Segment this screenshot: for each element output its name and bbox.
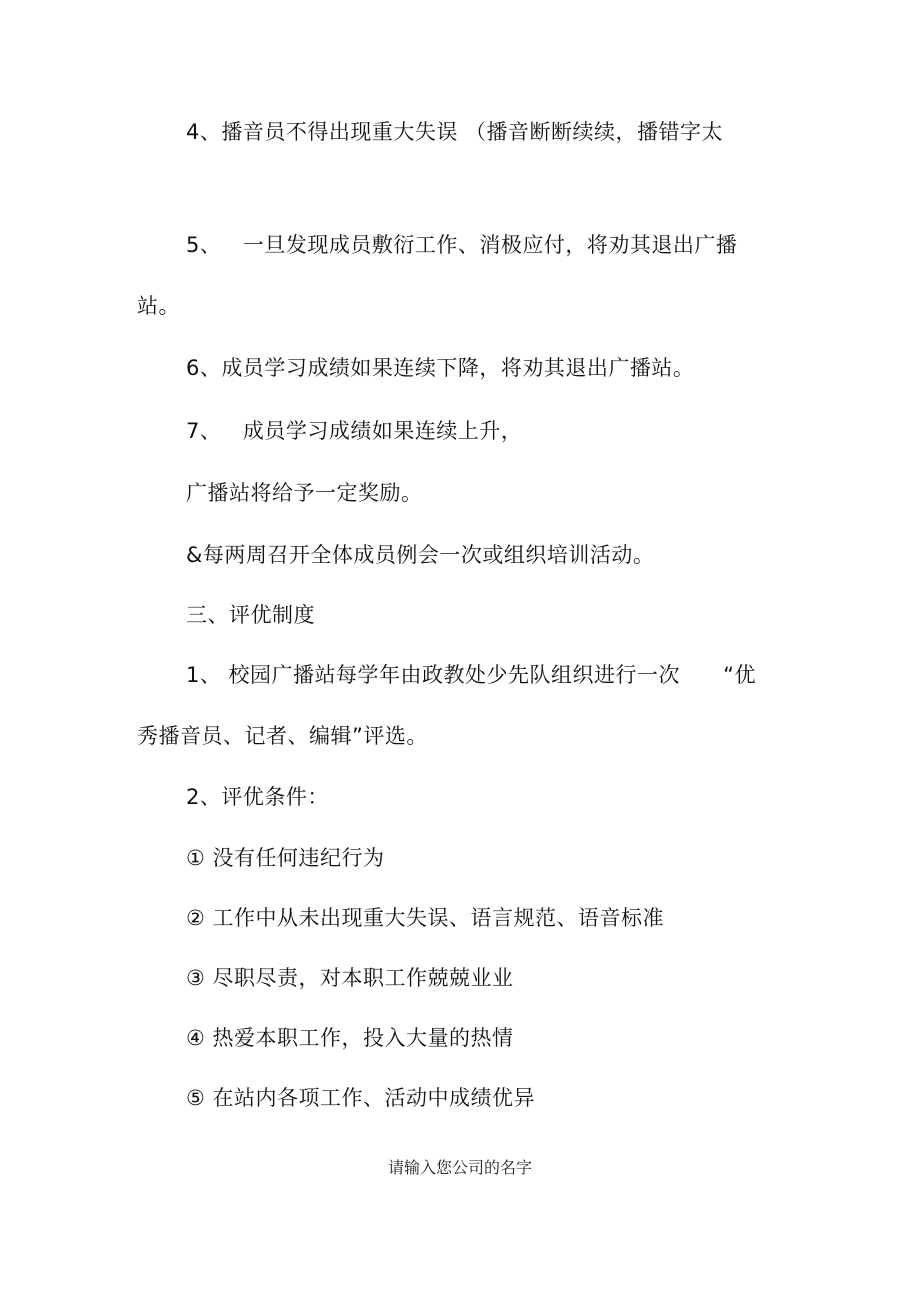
rule-8-line: &每两周召开全体成员例会一次或组织培训活动。 <box>186 543 655 567</box>
rule-4-line: 4、播音员不得出现重大失误 （播音断断续续，播错字太 <box>186 120 724 144</box>
rule-7-continuation: 广播站将给予一定奖励。 <box>186 481 423 505</box>
award-rule-1-continuation: 秀播音员、记者、编辑”评选。 <box>137 724 428 748</box>
rule-5-line: 5、 一旦发现成员敷衍工作、消极应付，将劝其退出广播 <box>186 233 738 257</box>
award-rule-1-line: 1、 校园广播站每学年由政教处少先队组织进行一次 “优 <box>186 663 756 687</box>
criterion-3: ③ 尽职尽责，对本职工作兢兢业业 <box>186 966 514 990</box>
criterion-2: ② 工作中从未出现重大失误、语言规范、语音标准 <box>186 906 664 930</box>
page-footer: 请输入您公司的名字 <box>387 1158 532 1177</box>
rule-5-continuation: 站。 <box>137 294 180 318</box>
rule-7-line: 7、 成员学习成绩如果连续上升， <box>186 419 523 443</box>
section-heading-award-system: 三、评优制度 <box>186 603 315 627</box>
rule-6-line: 6、成员学习成绩如果连续下降，将劝其退出广播站。 <box>186 356 695 380</box>
criterion-5: ⑤ 在站内各项工作、活动中成绩优异 <box>186 1086 536 1110</box>
criterion-1: ① 没有任何违纪行为 <box>186 846 385 870</box>
award-rule-2-line: 2、评优条件： <box>186 785 329 809</box>
criterion-4: ④ 热爱本职工作，投入大量的热情 <box>186 1026 514 1050</box>
